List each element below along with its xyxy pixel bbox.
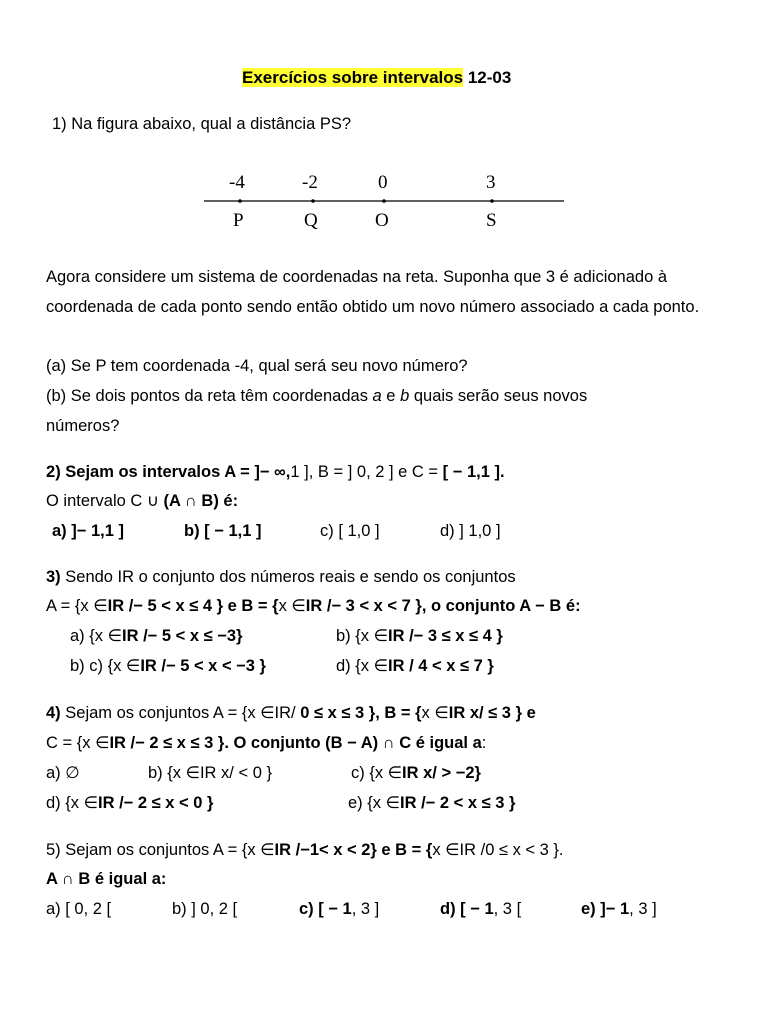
- q4-option-e: e) {x ∈IR /− 2 < x ≤ 3 }: [348, 794, 516, 812]
- q2-statement: 2) Sejam os intervalos A = ]− ∞,1 ], B = ] 0, 2 ] e C = [ − 1,1 ].: [46, 463, 505, 481]
- q1-question: 1) Na figura abaixo, qual a distância PS?: [52, 115, 352, 133]
- q1-item-b: (b) Se dois pontos da reta têm coordenadas a e b quais serão seus novos: [46, 387, 588, 405]
- q5-option-b: b) ] 0, 2 [: [172, 900, 238, 918]
- title-highlighted: Exercícios sobre intervalos: [242, 68, 464, 87]
- point-name-p: P: [233, 210, 244, 231]
- q3-intro: 3) Sendo IR o conjunto dos números reais e sendo os conjuntos: [46, 568, 516, 586]
- q2-option-c: c) [ 1,0 ]: [320, 522, 380, 540]
- q5-question: A ∩ B é igual a:: [46, 870, 167, 888]
- q4-option-b: b) {x ∈IR x/ < 0 }: [148, 764, 272, 782]
- q4-question: C = {x ∈IR /− 2 ≤ x ≤ 3 }. O conjunto (B − A) ∩ C é igual a:: [46, 734, 487, 752]
- q4-option-d: d) {x ∈IR /− 2 ≤ x < 0 }: [46, 794, 214, 812]
- q4-option-c: c) {x ∈IR x/ > −2}: [351, 764, 481, 782]
- q2-option-d: d) ] 1,0 ]: [440, 522, 501, 540]
- page-title: [242, 68, 511, 88]
- q4-option-a: a) ∅: [46, 764, 80, 782]
- q2-option-b: b) [ − 1,1 ]: [184, 522, 262, 540]
- q3-option-d: d) {x ∈IR / 4 < x ≤ 7 }: [336, 657, 494, 675]
- q5-option-c: c) [ − 1, 3 ]: [299, 900, 380, 918]
- coord-label-q: -2: [302, 172, 318, 193]
- q4-statement: 4) Sejam os conjuntos A = {x ∈IR/ 0 ≤ x ≤ 3 }, B = {x ∈IR x/ ≤ 3 } e: [46, 704, 536, 722]
- tick-mark-s: [490, 199, 494, 203]
- q2-option-a: a) ]− 1,1 ]: [52, 522, 124, 540]
- point-name-o: O: [375, 210, 389, 231]
- q5-option-d: d) [ − 1, 3 [: [440, 900, 522, 918]
- tick-mark-o: [382, 199, 386, 203]
- q1-item-b-line2: números?: [46, 417, 120, 435]
- point-name-s: S: [486, 210, 497, 231]
- q3-option-c: b) c) {x ∈IR /− 5 < x < −3 }: [70, 657, 266, 675]
- coord-label-s: 3: [486, 172, 496, 193]
- tick-mark-p: [238, 199, 242, 203]
- q2-question: O intervalo C ∪ (A ∩ B) é:: [46, 492, 239, 510]
- point-name-q: Q: [304, 210, 318, 231]
- q1-paragraph: Agora considere um sistema de coordenadas na reta. Suponha que 3 é adicionado à coordenada de cada ponto sendo então obtido um novo número associado a cada ponto.: [46, 268, 700, 316]
- tick-mark-q: [311, 199, 315, 203]
- q3-statement: A = {x ∈IR /− 5 < x ≤ 4 } e B = {x ∈IR /− 3 < x < 7 }, o conjunto A − B é:: [46, 597, 581, 615]
- q1-item-a: (a) Se P tem coordenada -4, qual será seu novo número?: [46, 357, 468, 375]
- q5-option-a: a) [ 0, 2 [: [46, 900, 112, 918]
- coord-label-o: 0: [378, 172, 388, 193]
- q3-option-b: b) {x ∈IR /− 3 ≤ x ≤ 4 }: [336, 627, 503, 645]
- title-suffix: 12-03: [463, 68, 512, 87]
- q5-option-e: e) ]− 1, 3 ]: [581, 900, 657, 918]
- coord-label-p: -4: [229, 172, 245, 193]
- q5-statement: 5) Sejam os conjuntos A = {x ∈IR /−1< x < 2} e B = {x ∈IR /0 ≤ x < 3 }.: [46, 841, 564, 859]
- q3-option-a: a) {x ∈IR /− 5 < x ≤ −3}: [70, 627, 243, 645]
